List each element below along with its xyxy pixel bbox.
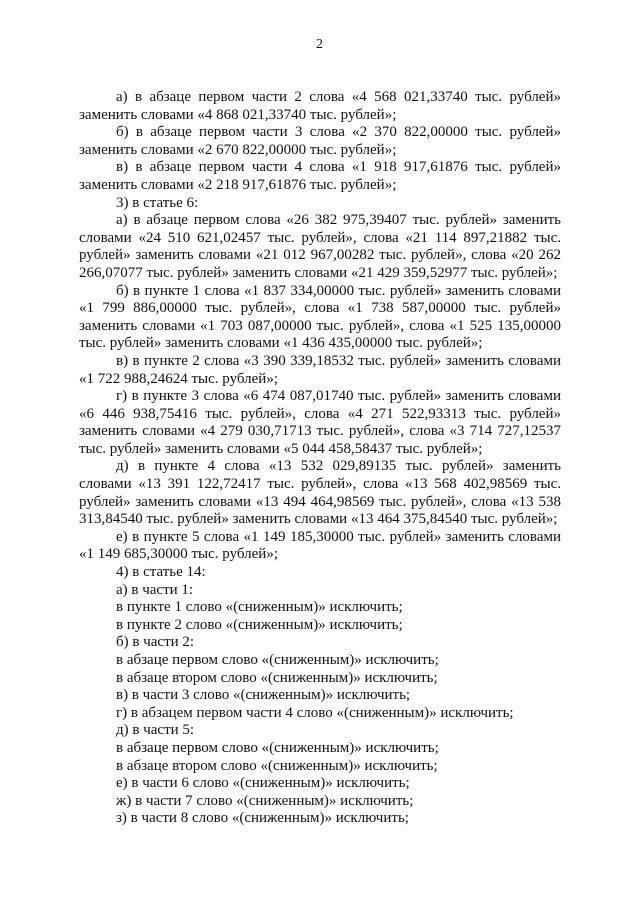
paragraph: в) в абзаце первом части 4 слова «1 918 917,61876 тыс. рублей» заменить словами «2 218 917,61876 тыс. рублей»;	[79, 159, 561, 193]
page-number: 2	[316, 37, 323, 52]
paragraph: е) в части 6 слово «(сниженным)» исключить;	[116, 775, 410, 792]
paragraph: д) в пункте 4 слова «13 532 029,89135 тыс. рублей» заменить словами «13 391 122,72417 тыс. рублей», слова «13 568 402,98569 тыс. рублей» заменить словами «13 494 464,98569 тыс. рублей», слова «13 538 313,84540 тыс. рублей» заменить словами «13 464 375,84540 тыс. рублей»;	[79, 458, 561, 528]
paragraph: б) в пункте 1 слова «1 837 334,00000 тыс. рублей» заменить словами «1 799 886,00000 тыс. рублей», слова «1 738 587,00000 тыс. рублей» заменить словами «1 703 087,00000 тыс. рублей», слова «1 525 135,00000 тыс. рублей» заменить словами «1 436 435,00000 тыс. рублей»;	[79, 282, 561, 352]
paragraph: б) в абзаце первом части 3 слова «2 370 822,00000 тыс. рублей» заменить словами «2 670 822,00000 тыс. рублей»;	[79, 124, 561, 158]
paragraph: д) в части 5:	[116, 722, 195, 739]
paragraph: в абзаце первом слово «(сниженным)» исключить;	[116, 739, 439, 756]
document-body	[79, 89, 561, 828]
paragraph: ж) в части 7 слово «(сниженным)» исключить;	[116, 792, 414, 809]
paragraph: в) в пункте 2 слова «3 390 339,18532 тыс. рублей» заменить словами «1 722 988,24624 тыс. рублей»;	[79, 352, 561, 387]
paragraph: в абзаце втором слово «(сниженным)» исключить;	[116, 757, 438, 774]
paragraph: 3) в статье 6:	[116, 194, 199, 211]
paragraph: г) в пункте 3 слова «6 474 087,01740 тыс. рублей» заменить словами «6 446 938,75416 тыс. рублей», слова «4 271 522,93313 тыс. рублей» заменить словами «4 279 030,71713 тыс. рублей», слова «3 714 727,12537 тыс. рублей» заменить словами «5 044 458,58437 тыс. рублей»;	[79, 388, 561, 457]
paragraph: в) в части 3 слово «(сниженным)» исключить;	[116, 687, 411, 704]
paragraph: е) в пункте 5 слова «1 149 185,30000 тыс. рублей» заменить словами «1 149 685,30000 тыс. рублей»;	[79, 528, 561, 563]
paragraph: а) в части 1:	[116, 581, 194, 598]
paragraph: а) в абзаце первом части 2 слова «4 568 021,33740 тыс. рублей» заменить словами «4 868 021,33740 тыс. рублей»;	[79, 89, 561, 123]
paragraph: в абзаце первом слово «(сниженным)» исключить;	[116, 652, 439, 668]
paragraph: б) в части 2:	[116, 634, 195, 651]
paragraph: г) в абзацем первом части 4 слово «(сниженным)» исключить;	[116, 704, 514, 721]
paragraph: в пункте 1 слово «(сниженным)» исключить;	[116, 599, 403, 616]
paragraph: 4) в статье 14:	[116, 564, 206, 581]
paragraph: в пункте 2 слово «(сниженным)» исключить;	[116, 616, 403, 633]
paragraph: в абзаце втором слово «(сниженным)» исключить;	[116, 669, 438, 686]
paragraph: з) в части 8 слово «(сниженным)» исключить;	[116, 810, 409, 827]
paragraph: а) в абзаце первом слова «26 382 975,39407 тыс. рублей» заменить словами «24 510 621,02457 тыс. рублей», слова «21 114 897,21882 тыс. рублей» заменить словами «21 012 967,00282 тыс. рублей», слова «20 262 266,07077 тыс. рублей» заменить словами «21 429 359,52977 тыс. рублей»;	[79, 212, 561, 281]
